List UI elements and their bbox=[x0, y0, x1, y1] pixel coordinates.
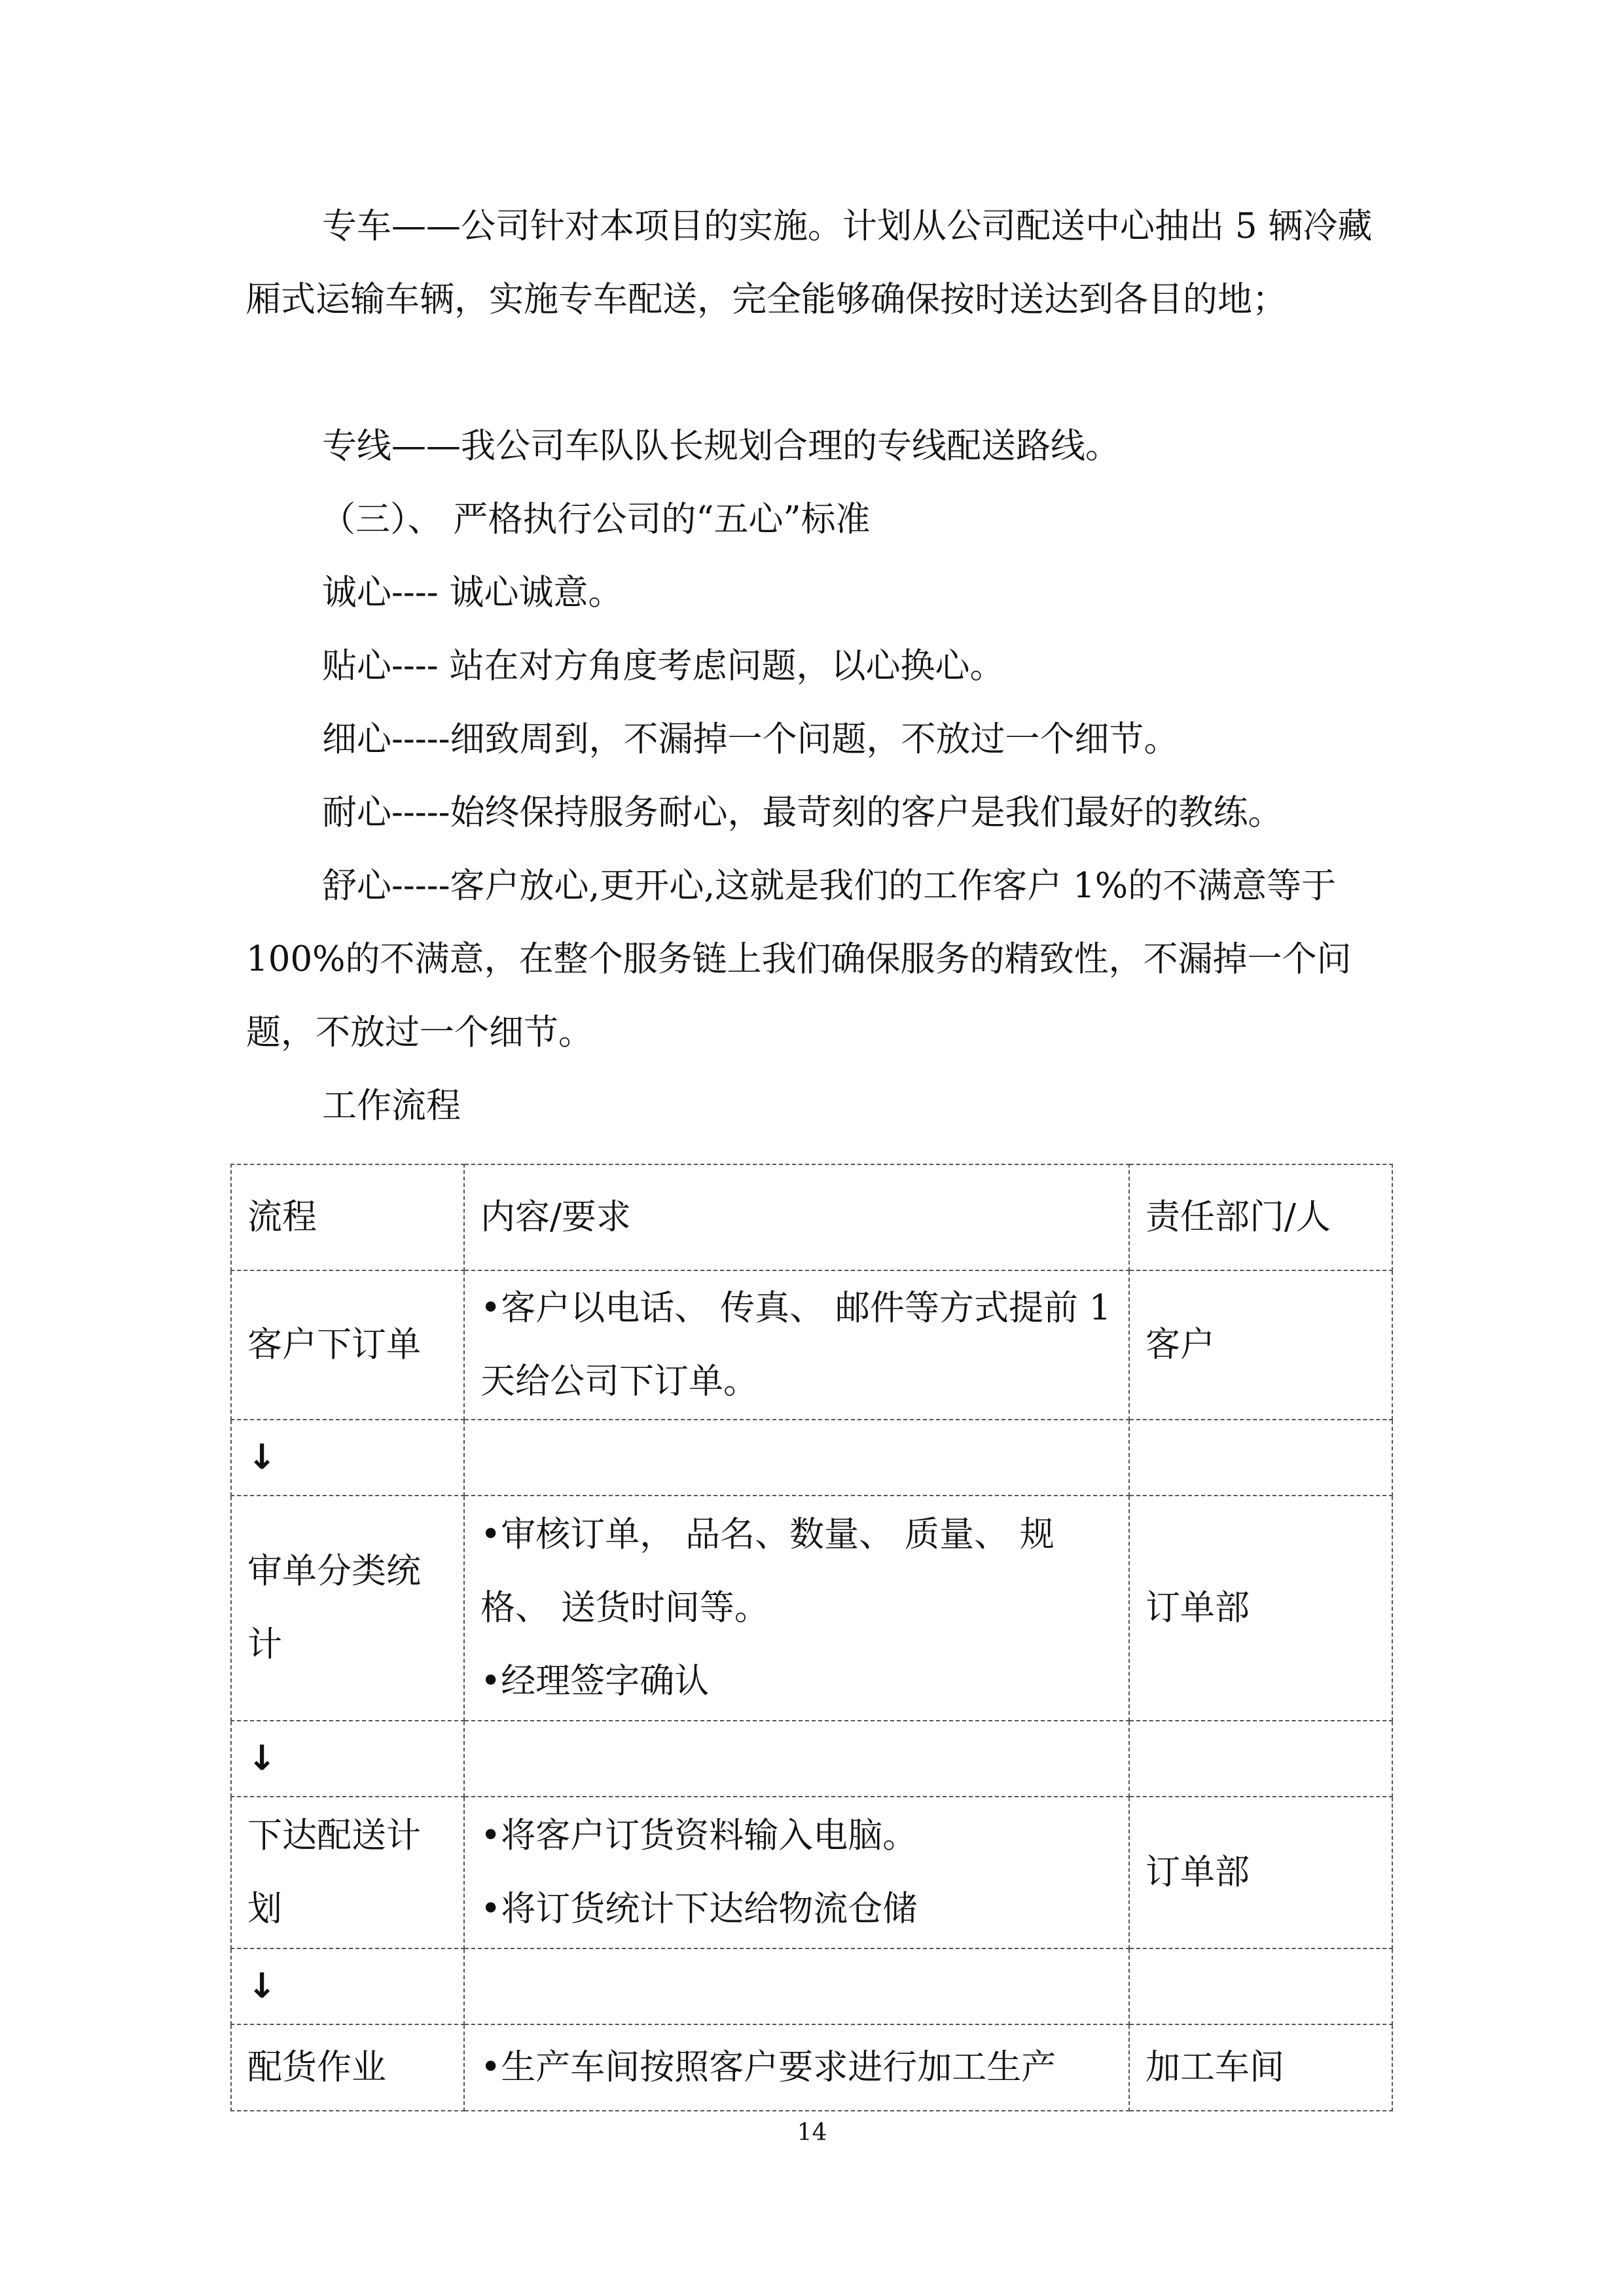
five-hearts-sincere: 诚心---- 诚心诚意。 bbox=[322, 573, 623, 613]
step-cell: 配货作业 bbox=[231, 2024, 464, 2111]
down-arrow-icon: ↓ bbox=[231, 1721, 464, 1797]
dept-cell: 订单部 bbox=[1129, 1496, 1392, 1721]
dept-cell: 订单部 bbox=[1129, 1797, 1392, 1948]
header-dept: 责任部门/人 bbox=[1129, 1164, 1392, 1270]
five-hearts-patient: 耐心-----始终保持服务耐心，最苛刻的客户是我们最好的教练。 bbox=[322, 793, 1283, 833]
content-cell bbox=[464, 1496, 1129, 1721]
content-line: •将客户订货资料输入电脑。 bbox=[480, 1816, 918, 1856]
content-cell bbox=[464, 2024, 1129, 2111]
table-row bbox=[231, 1496, 1392, 1721]
table-row bbox=[231, 1797, 1392, 1948]
workflow-table bbox=[230, 1164, 1393, 2111]
content-line: •生产车间按照客户要求进行加工生产 bbox=[480, 2047, 1056, 2087]
dept-cell: 加工车间 bbox=[1129, 2024, 1392, 2111]
five-hearts-careful: 细心-----细致周到，不漏掉一个问题，不放过一个细节。 bbox=[322, 719, 1179, 759]
down-arrow-icon: ↓ bbox=[231, 1948, 464, 2024]
table-row bbox=[231, 2024, 1392, 2111]
step-cell: 客户下订单 bbox=[231, 1270, 464, 1420]
content-cell bbox=[464, 1270, 1129, 1420]
content-line: •客户以电话、 传真、 邮件等方式提前 1 天给公司下订单。 bbox=[480, 1288, 1111, 1401]
section-heading-five-hearts: （三）、 严格执行公司的“五心”标准 bbox=[321, 499, 871, 539]
step-cell: 下达配送计划 bbox=[231, 1797, 464, 1948]
table-row bbox=[231, 1270, 1392, 1420]
down-arrow-icon: ↓ bbox=[231, 1420, 464, 1496]
paragraph-special-route: 专线——我公司车队队长规划合理的专线配送路线。 bbox=[322, 426, 1120, 466]
header-content: 内容/要求 bbox=[464, 1164, 1129, 1270]
dept-cell: 客户 bbox=[1129, 1270, 1392, 1420]
content-line: •经理签字确认 bbox=[480, 1661, 710, 1701]
content-line: •审核订单， 品名、数量、 质量、 规格、 送货时间等。 bbox=[480, 1515, 1055, 1628]
page-number: 14 bbox=[797, 2119, 827, 2146]
header-step: 流程 bbox=[231, 1164, 464, 1270]
arrow-row bbox=[231, 1420, 1392, 1496]
arrow-row bbox=[231, 1948, 1392, 2024]
paragraph-special-vehicle: 专车——公司针对本项目的实施。计划从公司配送中心抽出 5 辆冷藏厢式运输车辆，实施专车配送，完全能够确保按时送达到各目的地； bbox=[246, 206, 1373, 319]
content-line: •将订货统计下达给物流仓储 bbox=[480, 1889, 918, 1929]
table-header-row bbox=[231, 1164, 1392, 1270]
step-cell: 审单分类统计 bbox=[231, 1496, 464, 1721]
workflow-title: 工作流程 bbox=[322, 1086, 461, 1126]
five-hearts-considerate: 贴心---- 站在对方角度考虑问题，以心换心。 bbox=[322, 646, 1005, 686]
content-cell bbox=[464, 1797, 1129, 1948]
arrow-row bbox=[231, 1721, 1392, 1797]
five-hearts-comfortable: 舒心-----客户放心,更开心,这就是我们的工作客户 1%的不满意等于 100%的不满意，在整个服务链上我们确保服务的精致性，不漏掉一个问题，不放过一个细节。 bbox=[246, 866, 1352, 1052]
